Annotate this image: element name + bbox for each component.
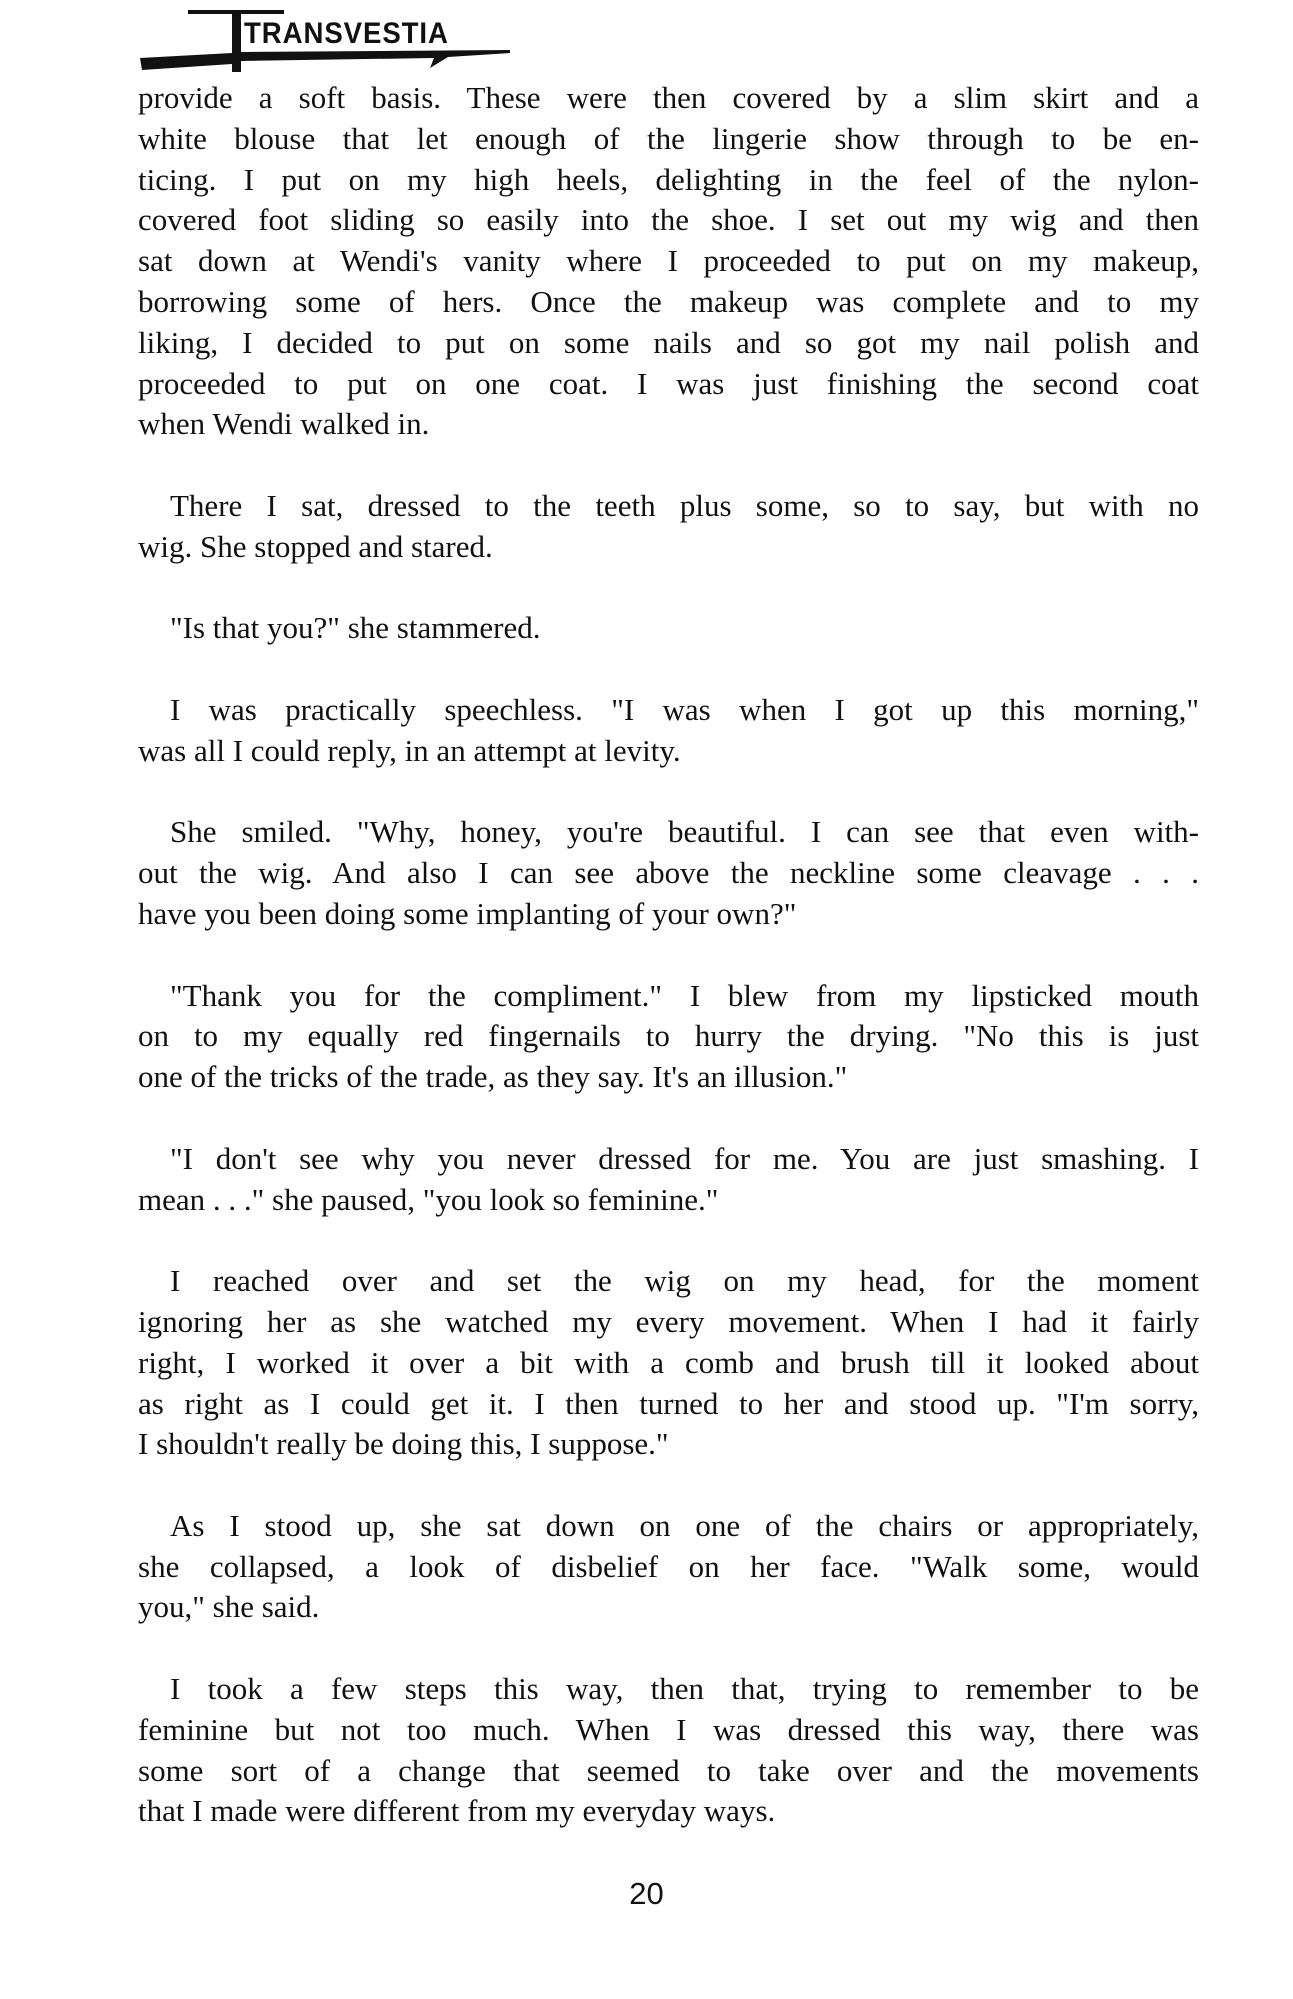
text-line: "Thank you for the compliment." I blew from my lipsticked mouth [170, 977, 1199, 1013]
text-line: that I made were different from my everyday ways. [138, 1793, 776, 1829]
page-number: 20 [629, 1876, 664, 1911]
text-line: wig. She stopped and stared. [138, 528, 493, 564]
text-line: right, I worked it over a bit with a comb and brush till it looked about [138, 1344, 1199, 1380]
text-line: when Wendi walked in. [138, 406, 430, 442]
text-line: ignoring her as she watched my every movement. When I had it fairly [138, 1303, 1199, 1339]
text-line: mean . . ." she paused, "you look so feminine." [138, 1181, 719, 1217]
text-line: on to my equally red fingernails to hurry the drying. "No this is just [138, 1018, 1199, 1054]
text-line: She smiled. "Why, honey, you're beautiful. I can see that even with- [170, 814, 1199, 850]
paragraph [138, 1139, 1199, 1221]
text-line: sat down at Wendi's vanity where I proceeded to put on my makeup, [138, 243, 1199, 279]
paragraph [138, 608, 1199, 649]
text-line: "I don't see why you never dressed for me. You are just smashing. I [170, 1140, 1199, 1176]
text-line: as right as I could get it. I then turned to her and stood up. "I'm sorry, [138, 1385, 1199, 1421]
text-line: borrowing some of hers. Once the makeup was complete and to my [138, 283, 1199, 319]
text-line: I was practically speechless. "I was when I got up this morning," [170, 691, 1199, 727]
paragraph [138, 1261, 1199, 1465]
text-line: was all I could reply, in an attempt at levity. [138, 732, 681, 768]
text-line: proceeded to put on one coat. I was just finishing the second coat [138, 365, 1199, 401]
paragraph [138, 690, 1199, 772]
text-line: one of the tricks of the trade, as they say. It's an illusion." [138, 1059, 848, 1095]
paragraph [138, 1506, 1199, 1628]
text-line: I reached over and set the wig on my head, for the moment [170, 1263, 1199, 1299]
text-line: liking, I decided to put on some nails and so got my nail polish and [138, 324, 1199, 360]
text-line: I shouldn't really be doing this, I suppose." [138, 1426, 669, 1462]
text-line: There I sat, dressed to the teeth plus some, so to say, but with no [170, 487, 1199, 523]
paragraph [138, 1669, 1199, 1832]
article-body [138, 78, 1199, 1873]
text-line: provide a soft basis. These were then covered by a slim skirt and a [138, 80, 1199, 115]
text-line: some sort of a change that seemed to take over and the movements [138, 1752, 1199, 1788]
text-line: "Is that you?" she stammered. [170, 610, 541, 646]
text-line: white blouse that let enough of the lingerie show through to be en- [138, 120, 1199, 156]
text-line: feminine but not too much. When I was dressed this way, there was [138, 1711, 1199, 1747]
paragraph [138, 486, 1199, 568]
text-line: covered foot sliding so easily into the shoe. I set out my wig and then [138, 202, 1199, 238]
text-line: I took a few steps this way, then that, trying to remember to be [170, 1671, 1199, 1707]
text-line: ticing. I put on my high heels, delighting in the feel of the nylon- [138, 161, 1199, 197]
logo-wordmark: TRANSVESTIA [244, 17, 449, 50]
paragraph [138, 78, 1199, 445]
paragraph [138, 812, 1199, 934]
text-line: you," she said. [138, 1589, 320, 1625]
text-line: have you been doing some implanting of your own?" [138, 895, 797, 931]
paragraph [138, 976, 1199, 1098]
magazine-logo-header [0, 0, 560, 80]
text-line: she collapsed, a look of disbelief on her face. "Walk some, would [138, 1548, 1199, 1584]
text-line: As I stood up, she sat down on one of the chairs or appropriately, [170, 1507, 1199, 1543]
text-line: out the wig. And also I can see above the neckline some cleavage . . . [138, 855, 1199, 891]
